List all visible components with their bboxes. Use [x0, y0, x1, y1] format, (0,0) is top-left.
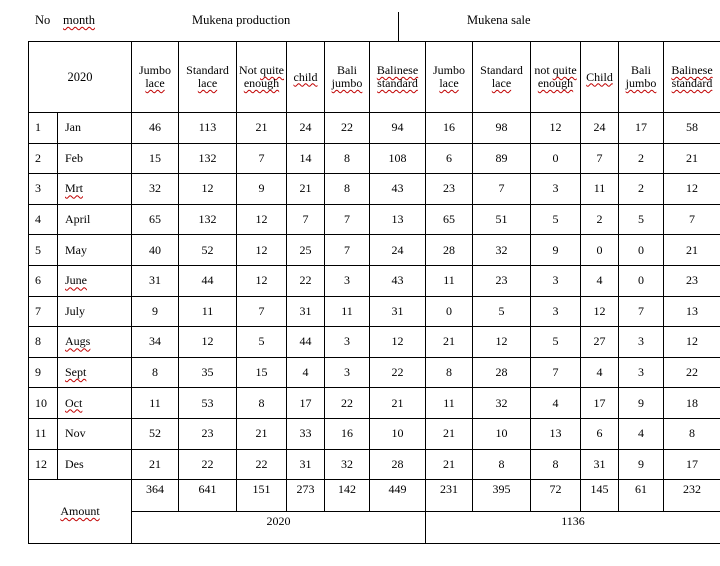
sale-value-cell: 16 — [426, 113, 473, 144]
sale-value-cell: 21 — [664, 235, 720, 266]
sale-value-cell: 21 — [426, 449, 473, 480]
production-value-cell: 43 — [370, 174, 426, 205]
row-number-cell: 10 — [29, 388, 58, 419]
header-word: Balinese — [376, 63, 419, 77]
sale-value-cell: 13 — [531, 418, 581, 449]
production-value-cell: 43 — [370, 265, 426, 296]
sale-amount-cell: 72 — [531, 480, 581, 512]
sale-value-cell: 18 — [664, 388, 720, 419]
row-number-cell: 9 — [29, 357, 58, 388]
sale-value-cell: 12 — [581, 296, 619, 327]
production-value-cell: 132 — [179, 143, 237, 174]
production-value-cell: 22 — [179, 449, 237, 480]
month-label: Sept — [65, 365, 87, 380]
row-number-cell: 5 — [29, 235, 58, 266]
header-word: Standard — [480, 63, 523, 77]
production-value-cell: 21 — [370, 388, 426, 419]
month-label: July — [65, 303, 86, 318]
sale-column-header — [581, 42, 619, 113]
sale-total-cell: 1136 — [426, 512, 720, 544]
sale-value-cell: 7 — [531, 357, 581, 388]
month-label: June — [65, 273, 87, 288]
production-value-cell: 12 — [179, 174, 237, 205]
header-production — [192, 13, 290, 28]
month-label: Jan — [65, 120, 81, 135]
sale-value-cell: 21 — [426, 418, 473, 449]
table-body — [29, 42, 720, 544]
sale-value-cell: 3 — [531, 296, 581, 327]
sale-value-cell: 3 — [619, 327, 664, 358]
production-value-cell: 12 — [370, 327, 426, 358]
sale-value-cell: 21 — [426, 327, 473, 358]
sale-value-cell: 4 — [619, 418, 664, 449]
production-value-cell: 22 — [287, 265, 325, 296]
amount-label-cell — [29, 480, 132, 544]
sale-value-cell: 27 — [581, 327, 619, 358]
table-row — [29, 204, 720, 235]
month-label: Feb — [65, 150, 83, 165]
row-number-cell: 1 — [29, 113, 58, 144]
sale-value-cell: 4 — [581, 265, 619, 296]
production-value-cell: 108 — [370, 143, 426, 174]
sale-value-cell: 31 — [581, 449, 619, 480]
header-word: Jumbo — [432, 63, 465, 77]
sale-value-cell: 7 — [581, 143, 619, 174]
production-amount-cell: 641 — [179, 480, 237, 512]
month-cell — [58, 388, 132, 419]
production-value-cell: 3 — [325, 327, 370, 358]
sale-value-cell: 21 — [664, 143, 720, 174]
production-value-cell: 24 — [287, 113, 325, 144]
header-word: Bali — [631, 63, 651, 77]
production-value-cell: 4 — [287, 357, 325, 388]
sale-value-cell: 12 — [473, 327, 531, 358]
sale-value-cell: 6 — [426, 143, 473, 174]
production-value-cell: 16 — [325, 418, 370, 449]
sale-value-cell: 23 — [426, 174, 473, 205]
sale-value-cell: 11 — [426, 265, 473, 296]
production-value-cell: 46 — [132, 113, 179, 144]
year-header-cell: 2020 — [29, 42, 132, 113]
table-row — [29, 296, 720, 327]
sale-value-cell: 0 — [426, 296, 473, 327]
month-cell — [58, 174, 132, 205]
amount-row — [29, 480, 720, 512]
month-cell — [58, 327, 132, 358]
production-value-cell: 11 — [179, 296, 237, 327]
production-value-cell: 31 — [287, 296, 325, 327]
production-value-cell: 22 — [325, 388, 370, 419]
sale-value-cell: 9 — [619, 388, 664, 419]
production-value-cell: 7 — [237, 143, 287, 174]
header-sale-text: Mukena sale — [467, 13, 531, 27]
sale-value-cell: 2 — [619, 174, 664, 205]
production-value-cell: 13 — [370, 204, 426, 235]
column-header-label — [433, 63, 465, 90]
sale-value-cell: 11 — [426, 388, 473, 419]
sale-value-cell: 12 — [664, 174, 720, 205]
month-cell — [58, 204, 132, 235]
sale-value-cell: 98 — [473, 113, 531, 144]
production-value-cell: 7 — [325, 204, 370, 235]
production-value-cell: 8 — [325, 143, 370, 174]
production-value-cell: 9 — [237, 174, 287, 205]
column-header-label — [332, 63, 363, 90]
sale-value-cell: 8 — [664, 418, 720, 449]
production-amount-cell: 142 — [325, 480, 370, 512]
month-cell — [58, 235, 132, 266]
row-number-cell: 3 — [29, 174, 58, 205]
production-value-cell: 113 — [179, 113, 237, 144]
production-column-header — [132, 42, 179, 113]
production-value-cell: 8 — [237, 388, 287, 419]
header-word: jumbo — [625, 76, 657, 90]
header-sale — [467, 13, 531, 28]
production-value-cell: 44 — [287, 327, 325, 358]
production-value-cell: 17 — [287, 388, 325, 419]
production-value-cell: 10 — [370, 418, 426, 449]
month-cell — [58, 265, 132, 296]
production-amount-cell: 273 — [287, 480, 325, 512]
production-column-header — [287, 42, 325, 113]
month-label: May — [65, 242, 87, 257]
production-value-cell: 94 — [370, 113, 426, 144]
table-row — [29, 265, 720, 296]
column-header-label — [139, 63, 171, 90]
sale-value-cell: 17 — [619, 113, 664, 144]
production-value-cell: 5 — [237, 327, 287, 358]
header-word: lace — [197, 76, 218, 90]
sale-value-cell: 9 — [619, 449, 664, 480]
header-word: Not — [239, 63, 257, 77]
table-row — [29, 327, 720, 358]
production-value-cell: 14 — [287, 143, 325, 174]
sale-column-header — [664, 42, 720, 113]
month-cell — [58, 143, 132, 174]
column-header-label — [586, 70, 613, 84]
month-label: Augs — [65, 334, 91, 349]
sale-column-header — [426, 42, 473, 113]
production-value-cell: 3 — [325, 357, 370, 388]
production-value-cell: 53 — [179, 388, 237, 419]
sale-value-cell: 5 — [473, 296, 531, 327]
production-value-cell: 31 — [287, 449, 325, 480]
sale-amount-cell: 232 — [664, 480, 720, 512]
production-value-cell: 132 — [179, 204, 237, 235]
sale-value-cell: 0 — [619, 265, 664, 296]
table-row — [29, 113, 720, 144]
table-row — [29, 418, 720, 449]
production-value-cell: 32 — [325, 449, 370, 480]
column-header-label — [239, 63, 284, 90]
sale-value-cell: 2 — [581, 204, 619, 235]
header-word: lace — [439, 76, 459, 90]
sale-value-cell: 13 — [664, 296, 720, 327]
sale-value-cell: 12 — [531, 113, 581, 144]
header-word: Child — [586, 69, 613, 84]
table-row — [29, 357, 720, 388]
sale-value-cell: 10 — [473, 418, 531, 449]
column-header-row — [29, 42, 720, 113]
sale-value-cell: 8 — [531, 449, 581, 480]
sale-value-cell: 11 — [581, 174, 619, 205]
sale-column-header — [531, 42, 581, 113]
production-value-cell: 22 — [237, 449, 287, 480]
header-word: enough — [243, 76, 280, 90]
sale-value-cell: 0 — [619, 235, 664, 266]
production-value-cell: 8 — [325, 174, 370, 205]
production-value-cell: 52 — [132, 418, 179, 449]
month-label: Nov — [65, 426, 86, 441]
sale-value-cell: 24 — [581, 113, 619, 144]
header-word: standard — [377, 76, 418, 90]
month-cell — [58, 296, 132, 327]
production-value-cell: 65 — [132, 204, 179, 235]
production-value-cell: 25 — [287, 235, 325, 266]
production-value-cell: 9 — [132, 296, 179, 327]
sale-value-cell: 89 — [473, 143, 531, 174]
header-word: not — [534, 63, 550, 77]
sale-value-cell: 5 — [619, 204, 664, 235]
table-row — [29, 174, 720, 205]
sale-value-cell: 3 — [619, 357, 664, 388]
row-number-cell: 6 — [29, 265, 58, 296]
sale-value-cell: 7 — [664, 204, 720, 235]
production-value-cell: 33 — [287, 418, 325, 449]
header-word: enough — [537, 76, 574, 90]
production-value-cell: 11 — [325, 296, 370, 327]
sale-value-cell: 4 — [531, 388, 581, 419]
production-column-header — [325, 42, 370, 113]
header-word: Standard — [186, 63, 229, 77]
month-cell — [58, 113, 132, 144]
production-value-cell: 44 — [179, 265, 237, 296]
sale-column-header — [473, 42, 531, 113]
sale-value-cell: 51 — [473, 204, 531, 235]
production-value-cell: 32 — [132, 174, 179, 205]
production-value-cell: 31 — [370, 296, 426, 327]
sale-value-cell: 32 — [473, 388, 531, 419]
sale-value-cell: 12 — [664, 327, 720, 358]
production-column-header — [370, 42, 426, 113]
production-value-cell: 22 — [370, 357, 426, 388]
production-value-cell: 21 — [132, 449, 179, 480]
production-value-cell: 22 — [325, 113, 370, 144]
sale-amount-cell: 395 — [473, 480, 531, 512]
header-word: Jumbo — [138, 63, 171, 77]
sale-column-header — [619, 42, 664, 113]
header-word: standard — [671, 76, 713, 90]
row-number-cell: 7 — [29, 296, 58, 327]
sale-value-cell: 8 — [473, 449, 531, 480]
month-cell — [58, 449, 132, 480]
mukena-table — [28, 41, 720, 544]
header-word: quite — [552, 63, 577, 77]
sale-value-cell: 65 — [426, 204, 473, 235]
sale-amount-cell: 61 — [619, 480, 664, 512]
production-amount-cell: 364 — [132, 480, 179, 512]
production-value-cell: 12 — [237, 265, 287, 296]
sale-value-cell: 5 — [531, 204, 581, 235]
sale-value-cell: 22 — [664, 357, 720, 388]
header-word: Balinese — [671, 63, 713, 77]
production-column-header — [179, 42, 237, 113]
table-row — [29, 449, 720, 480]
month-label: Des — [65, 456, 84, 471]
table-row — [29, 235, 720, 266]
table-row — [29, 388, 720, 419]
sale-value-cell: 23 — [664, 265, 720, 296]
production-value-cell: 35 — [179, 357, 237, 388]
production-value-cell: 7 — [237, 296, 287, 327]
month-label: Mrt — [65, 181, 83, 196]
production-value-cell: 15 — [132, 143, 179, 174]
production-column-header — [237, 42, 287, 113]
sale-value-cell: 17 — [664, 449, 720, 480]
month-cell — [58, 357, 132, 388]
production-value-cell: 31 — [132, 265, 179, 296]
sale-value-cell: 28 — [426, 235, 473, 266]
production-value-cell: 11 — [132, 388, 179, 419]
production-value-cell: 7 — [325, 235, 370, 266]
production-value-cell: 7 — [287, 204, 325, 235]
header-word: child — [293, 69, 318, 84]
sale-amount-cell: 145 — [581, 480, 619, 512]
header-word: Bali — [337, 63, 357, 77]
header-word: jumbo — [331, 76, 363, 90]
header-word: quite — [260, 63, 284, 77]
production-value-cell: 40 — [132, 235, 179, 266]
production-value-cell: 3 — [325, 265, 370, 296]
production-value-cell: 28 — [370, 449, 426, 480]
header-divider-line — [398, 12, 399, 42]
column-header-label — [626, 63, 657, 90]
month-label: Oct — [65, 395, 83, 410]
column-header-label — [534, 63, 576, 90]
sale-value-cell: 8 — [426, 357, 473, 388]
production-value-cell: 15 — [237, 357, 287, 388]
month-cell — [58, 418, 132, 449]
production-value-cell: 12 — [237, 235, 287, 266]
sale-value-cell: 2 — [619, 143, 664, 174]
total-row — [29, 512, 720, 544]
production-total-cell: 2020 — [132, 512, 426, 544]
sale-value-cell: 58 — [664, 113, 720, 144]
sale-value-cell: 3 — [531, 265, 581, 296]
production-amount-cell: 151 — [237, 480, 287, 512]
production-value-cell: 12 — [179, 327, 237, 358]
row-number-cell: 2 — [29, 143, 58, 174]
sale-value-cell: 23 — [473, 265, 531, 296]
header-month: month — [63, 13, 95, 27]
column-header-label — [294, 70, 318, 84]
sale-value-cell: 28 — [473, 357, 531, 388]
header-word: lace — [491, 76, 512, 90]
production-value-cell: 21 — [287, 174, 325, 205]
row-number-cell: 8 — [29, 327, 58, 358]
production-value-cell: 21 — [237, 113, 287, 144]
production-value-cell: 24 — [370, 235, 426, 266]
sale-value-cell: 4 — [581, 357, 619, 388]
row-number-cell: 4 — [29, 204, 58, 235]
sale-value-cell: 3 — [531, 174, 581, 205]
production-value-cell: 34 — [132, 327, 179, 358]
production-value-cell: 8 — [132, 357, 179, 388]
column-header-label — [377, 63, 418, 90]
production-value-cell: 52 — [179, 235, 237, 266]
column-header-label — [671, 63, 712, 90]
sale-value-cell: 0 — [531, 143, 581, 174]
header-production-text: Mukena production — [192, 13, 291, 27]
sale-value-cell: 9 — [531, 235, 581, 266]
production-value-cell: 23 — [179, 418, 237, 449]
sale-value-cell: 32 — [473, 235, 531, 266]
row-number-cell: 11 — [29, 418, 58, 449]
header-word: lace — [145, 76, 165, 90]
production-amount-cell: 449 — [370, 480, 426, 512]
sale-value-cell: 7 — [473, 174, 531, 205]
row-number-cell: 12 — [29, 449, 58, 480]
month-label: April — [65, 212, 91, 227]
sale-value-cell: 6 — [581, 418, 619, 449]
sale-value-cell: 17 — [581, 388, 619, 419]
production-value-cell: 12 — [237, 204, 287, 235]
sale-value-cell: 5 — [531, 327, 581, 358]
table-row — [29, 143, 720, 174]
sale-amount-cell: 231 — [426, 480, 473, 512]
amount-label: Amount — [60, 504, 100, 519]
sale-value-cell: 7 — [619, 296, 664, 327]
column-header-label — [480, 63, 523, 90]
column-header-label — [186, 63, 229, 90]
sale-value-cell: 0 — [581, 235, 619, 266]
production-value-cell: 21 — [237, 418, 287, 449]
header-no: No — [35, 13, 51, 27]
